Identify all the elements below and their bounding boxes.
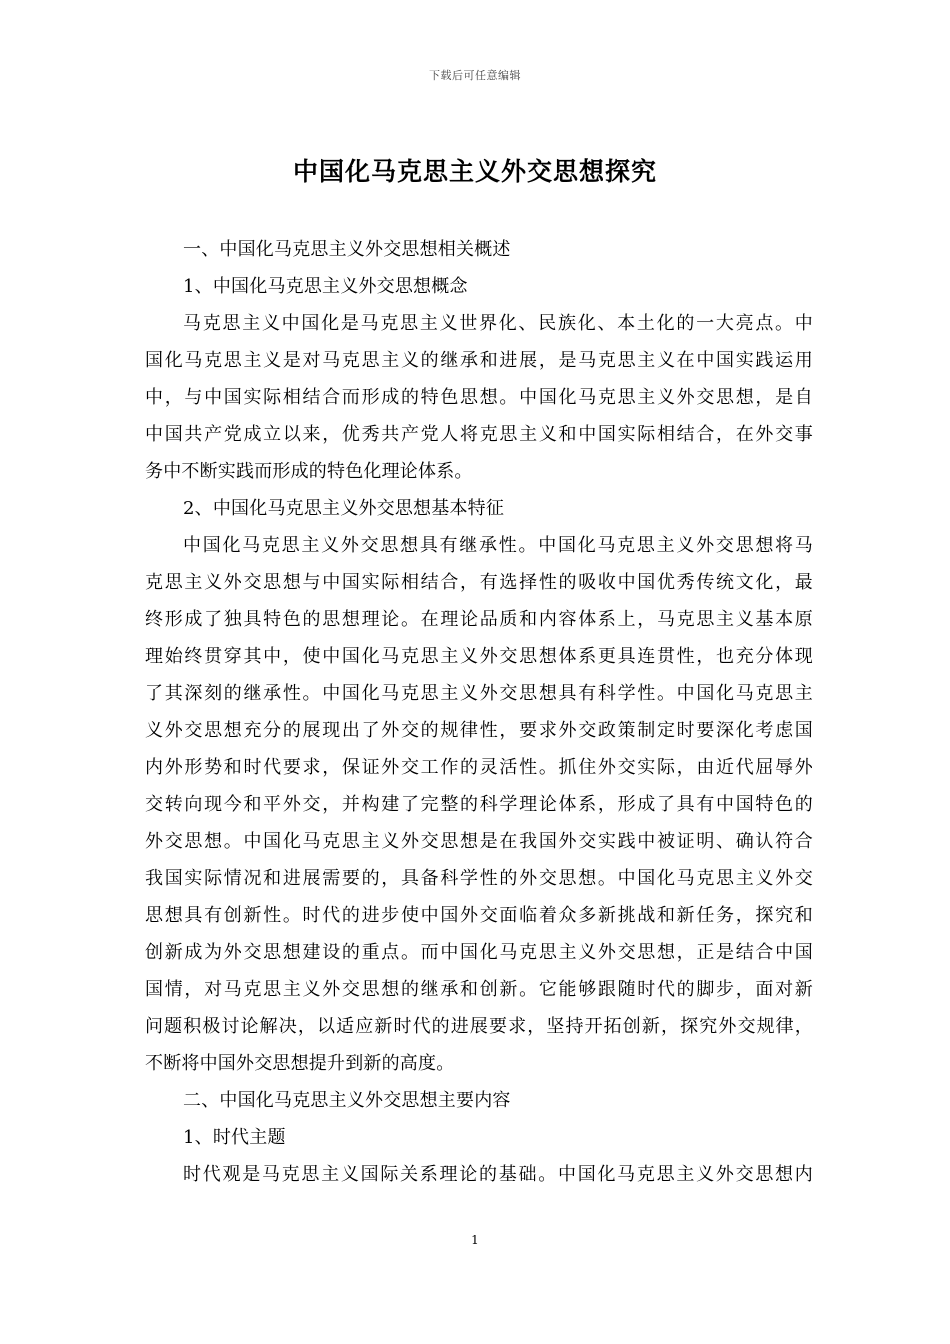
paragraph-line: 了其深刻的继承性。中国化马克思主义外交思想具有科学性。中国化马克思主 [145,683,813,704]
paragraph-line: 国情，对马克思主义外交思想的继承和创新。它能够跟随时代的脚步，面对新 [145,979,813,1000]
paragraph-line: 务中不断实践而形成的特色化理论体系。 [145,461,473,482]
subsection-heading: 1、中国化马克思主义外交思想概念 [183,276,468,297]
paragraph-line: 义外交思想充分的展现出了外交的规律性，要求外交政策制定时要深化考虑国 [145,720,813,741]
paragraph-line: 中国化马克思主义外交思想具有继承性。中国化马克思主义外交思想将马 [183,535,813,556]
paragraph-line: 中国共产党成立以来，优秀共产党人将克思主义和中国实际相结合，在外交事 [145,424,813,445]
paragraph-line: 克思主义外交思想与中国实际相结合，有选择性的吸收中国优秀传统文化，最 [145,572,813,593]
paragraph-line: 国化马克思主义是对马克思主义的继承和进展，是马克思主义在中国实践运用 [145,350,813,371]
header-note: 下载后可任意编辑 [429,69,521,82]
paragraph-line: 理始终贯穿其中，使中国化马克思主义外交思想体系更具连贯性，也充分体现 [145,646,813,667]
paragraph-line: 创新成为外交思想建设的重点。而中国化马克思主义外交思想，正是结合中国 [145,942,813,963]
paragraph-line: 思想具有创新性。时代的进步使中国外交面临着众多新挑战和新任务，探究和 [145,905,813,926]
document-title: 中国化马克思主义外交思想探究 [292,157,657,186]
subsection-heading: 2、中国化马克思主义外交思想基本特征 [183,498,505,519]
paragraph-line: 交转向现今和平外交，并构建了完整的科学理论体系，形成了具有中国特色的 [145,794,813,815]
paragraph-line: 我国实际情况和进展需要的，具备科学性的外交思想。中国化马克思主义外交 [145,868,813,889]
paragraph-line: 马克思主义中国化是马克思主义世界化、民族化、本土化的一大亮点。中 [183,313,813,334]
subsection-heading: 1、时代主题 [183,1127,286,1148]
paragraph-line: 终形成了独具特色的思想理论。在理论品质和内容体系上，马克思主义基本原 [145,609,813,630]
document-body [145,231,813,1193]
paragraph-line: 外交思想。中国化马克思主义外交思想是在我国外交实践中被证明、确认符合 [145,831,813,852]
paragraph-line: 内外形势和时代要求，保证外交工作的灵活性。抓住外交实际，由近代屈辱外 [145,757,813,778]
paragraph-line: 问题积极讨论解决，以适应新时代的进展要求，坚持开拓创新，探究外交规律， [145,1016,813,1037]
section-heading: 一、中国化马克思主义外交思想相关概述 [183,239,511,260]
section-heading: 二、中国化马克思主义外交思想主要内容 [183,1090,511,1111]
paragraph-line: 时代观是马克思主义国际关系理论的基础。中国化马克思主义外交思想内 [183,1164,813,1185]
page-number: 1 [471,1233,479,1247]
paragraph-line: 中，与中国实际相结合而形成的特色思想。中国化马克思主义外交思想，是自 [145,387,813,408]
paragraph-line: 不断将中国外交思想提升到新的高度。 [145,1053,455,1074]
